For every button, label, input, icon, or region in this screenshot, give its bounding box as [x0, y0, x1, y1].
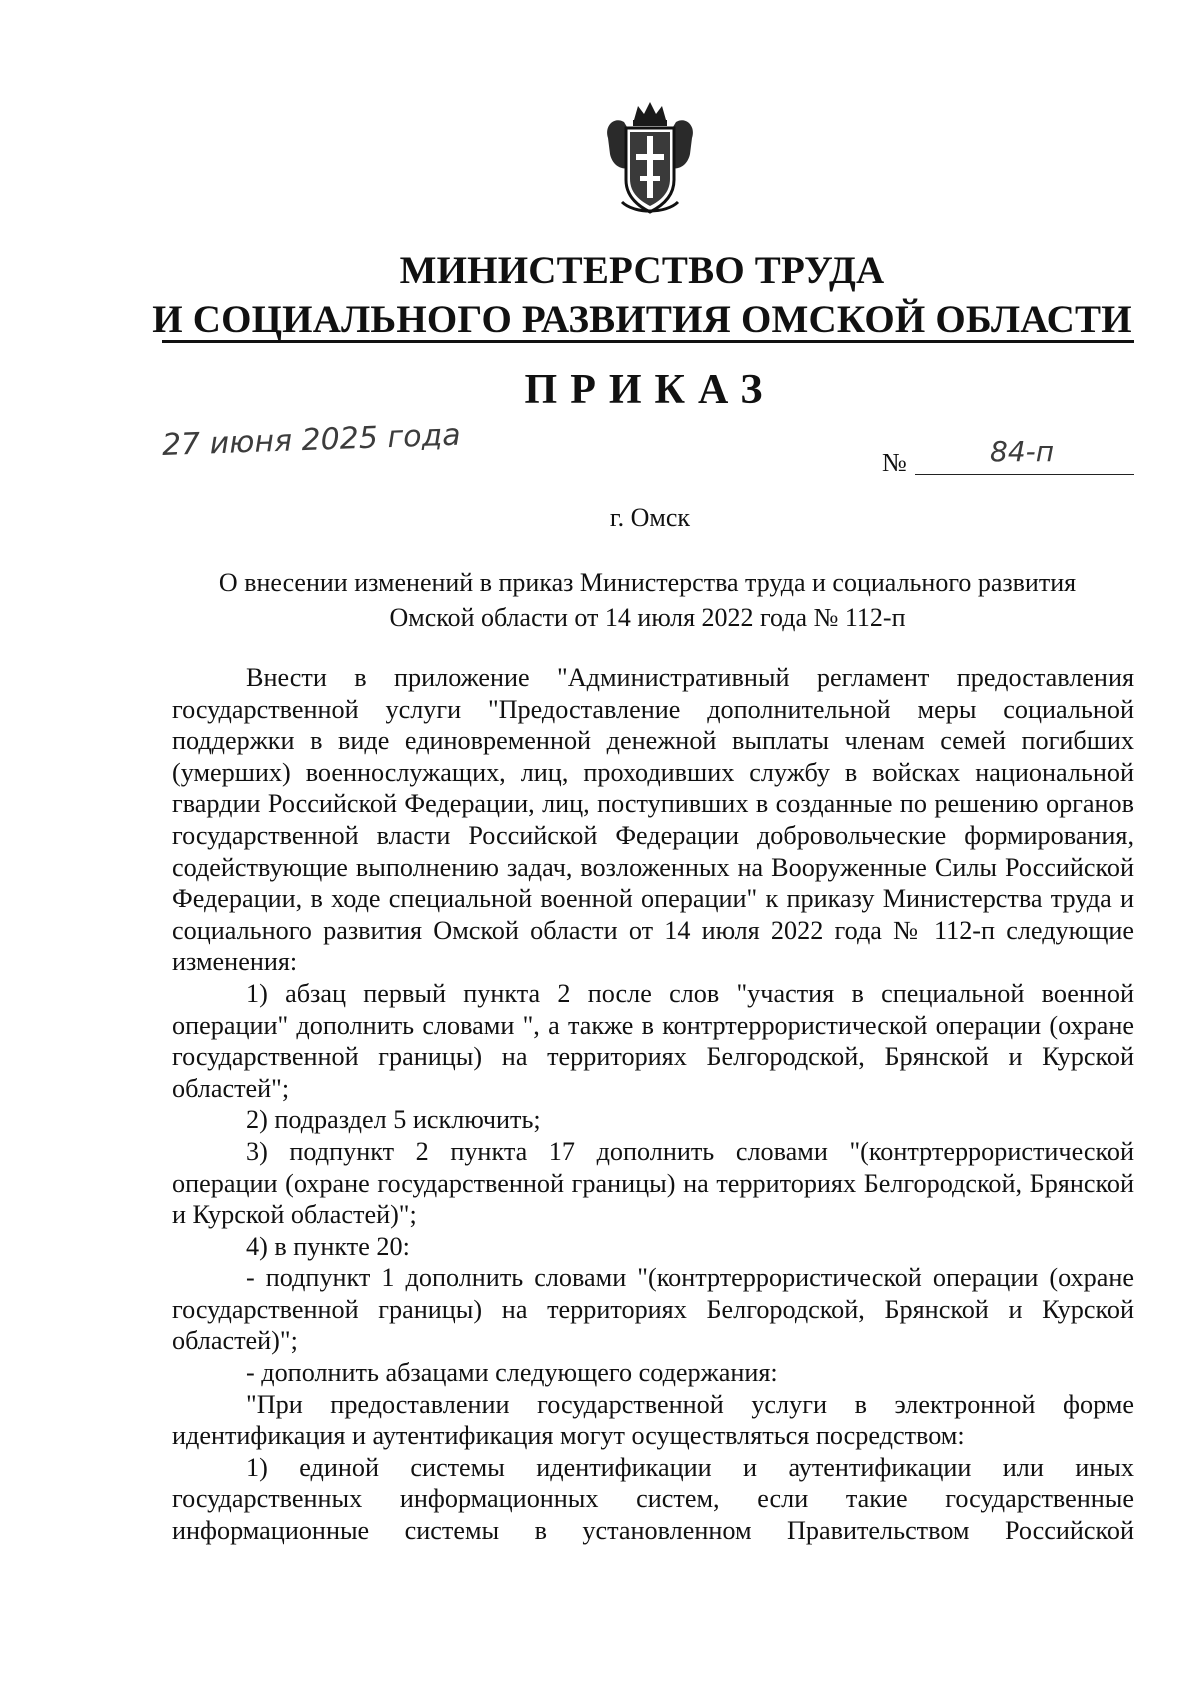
body-paragraph-3: 2) подраздел 5 исключить; — [246, 1105, 541, 1135]
ministry-title — [150, 246, 1134, 344]
document-type-title: ПРИКАЗ — [524, 367, 776, 413]
handwritten-date: 27 июня 2025 года — [161, 417, 462, 463]
body-paragraph-5: 4) в пункте 20: — [246, 1231, 410, 1261]
number-underline — [915, 474, 1134, 475]
body-paragraph-8: "При предоставлении государственной услуги в электронной форме идентификация и аутентификация могут осуществляться посредством: — [172, 1389, 1134, 1451]
order-subject — [160, 565, 1135, 635]
order-body — [172, 662, 1134, 1547]
handwritten-number: 84-п — [990, 435, 1055, 468]
header-divider — [162, 340, 1134, 343]
ministry-title-line2: И СОЦИАЛЬНОГО РАЗВИТИЯ ОМСКОЙ ОБЛАСТИ — [152, 298, 1132, 341]
body-paragraph-7: - дополнить абзацами следующего содержания: — [246, 1358, 778, 1388]
body-paragraph-9: 1) единой системы идентификации и аутентификации или иных государственных информационных систем, если такие государственные информационные системы в установленном Правительством Российской — [172, 1452, 1134, 1546]
coat-of-arms-emblem — [600, 98, 700, 216]
body-paragraph-2: 1) абзац первый пункта 2 после слов "участия в специальной военной операции" дополнить словами ", а также в контртеррористической операции (охране государственной границы) на территориях Белгородской, Брянской и Курской областей"; — [172, 978, 1134, 1103]
body-paragraph-6: - подпункт 1 дополнить словами "(контртеррористической операции (охране государственной границы) на территориях Белгородской, Брянской и Курской областей)"; — [172, 1263, 1134, 1356]
order-subject-line2: Омской области от 14 июля 2022 года № 112-п — [389, 603, 906, 632]
order-subject-line1: О внесении изменений в приказ Министерства труда и социального развития — [218, 568, 1077, 597]
body-paragraph-1: Внести в приложение "Административный регламент предоставления государственной услуги "Предоставление дополнительной меры социальной поддержки в виде единовременной денежной выплаты членам семей погибших (умерших) военнослужащих, лиц, проходивших службу в войсках национальной гвардии Российской Федерации, лиц, поступивших в созданные по решению органов государственной власти Российской Федерации добровольческие формирования, содействующие выполнению задач, возложенных на Вооруженные Силы Российской Федерации, в ходе специальной военной операции" к приказу Министерства труда и социального развития Омской области от 14 июля 2022 года № 112-п следующие изменения: — [172, 663, 1134, 977]
coat-of-arms-icon — [600, 98, 700, 216]
ministry-title-line1: МИНИСТЕРСТВО ТРУДА — [399, 249, 885, 292]
number-label: № — [882, 448, 907, 477]
city-line: г. Омск — [609, 503, 691, 532]
body-paragraph-4: 3) подпункт 2 пункта 17 дополнить словами "(контртеррористической операции (охране государственной границы) на территориях Белгородской, Брянской и Курской областей)"; — [172, 1136, 1134, 1230]
